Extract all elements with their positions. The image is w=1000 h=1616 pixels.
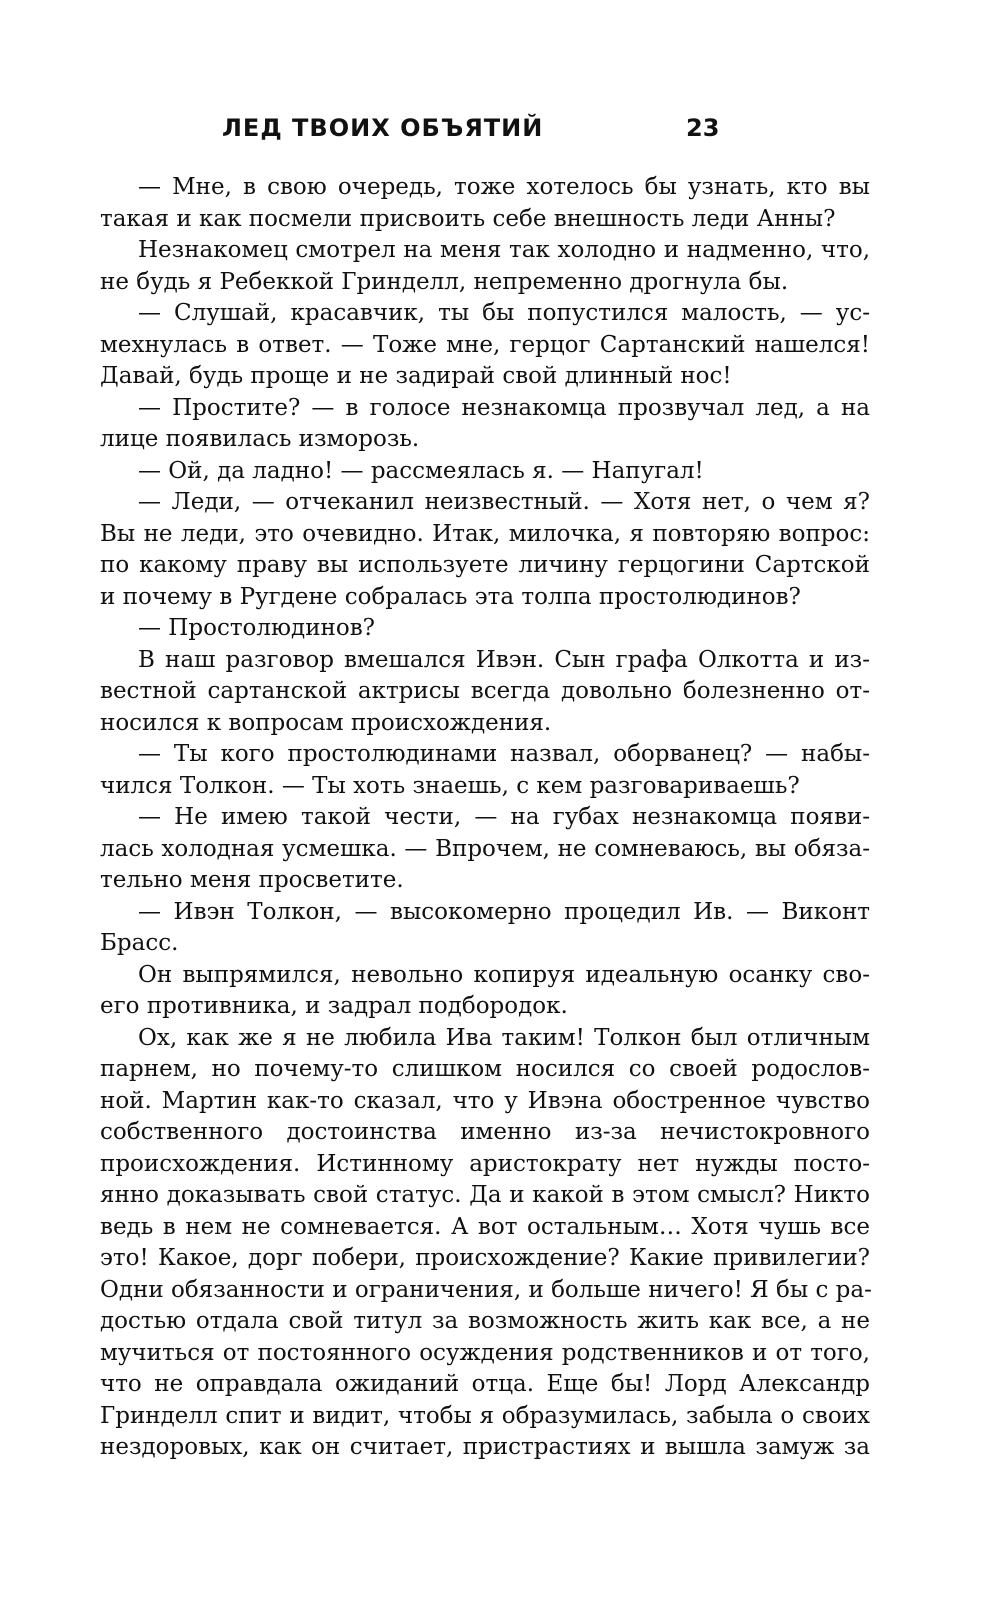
text-line: происхождения. Истинному аристократу нет нужды посто- [100, 1150, 870, 1177]
text-line: — Ты кого простолюдинами назвал, оборванец? — набы- [138, 741, 870, 767]
running-header [100, 108, 870, 148]
text-line: по какому праву вы используете личину герцогини Сартской [100, 552, 870, 578]
text-line: ведь в нем не сомневается. А вот остальным… Хотя чушь все [100, 1213, 870, 1240]
text-line: — Не имею такой чести, — на губах незнакомца появи- [138, 804, 870, 830]
text-line: Давай, будь проще и не задирай свой длинный нос! [100, 363, 732, 389]
book-title: ЛЕД ТВОИХ ОБЪЯТИЙ [222, 114, 544, 142]
text-line: В наш разговор вмешался Ивэн. Сын графа Олкотта и из- [138, 646, 870, 673]
text-line: — Ивэн Толкон, — высокомерно процедил Ив. — Виконт [138, 898, 870, 925]
text-line: лась холодная усмешка. — Впрочем, не сомневаюсь, вы обяза- [100, 835, 870, 862]
text-line: Он выпрямился, невольно копируя идеальную осанку сво- [138, 961, 870, 988]
text-line: — Леди, — отчеканил неизвестный. — Хотя нет, о чем я? [138, 489, 870, 515]
text-line: ной. Мартин как-то сказал, что у Ивэна обостренное чувство [100, 1087, 870, 1114]
text-line: собственного достоинства именно из-за нечистокровного [100, 1119, 870, 1145]
text-line: Одни обязанности и ограничения, и больше ничего! Я бы с ра- [100, 1276, 872, 1303]
text-line: Гринделл спит и видит, чтобы я образумилась, забыла о своих [100, 1402, 870, 1429]
text-line: Вы не леди, это очевидно. Итак, милочка, я повторяю вопрос: [100, 520, 870, 547]
text-line: носился к вопросам происхождения. [100, 709, 552, 736]
text-line: — Слушай, красавчик, ты бы попустился малость, — ус- [138, 300, 870, 326]
text-line: это! Какое, дорг побери, происхождение? Какие привилегии? [100, 1245, 870, 1271]
text-line: янно доказывать свой статус. Да и какой в этом смысл? Никто [100, 1182, 870, 1208]
text-line: и почему в Ругдене собралась эта толпа простолюдинов? [100, 583, 801, 610]
text-line: что не оправдала ожиданий отца. Еще бы! Лорд Александр [100, 1371, 870, 1397]
text-line: — Мне, в свою очередь, тоже хотелось бы узнать, кто вы [138, 174, 870, 200]
text-line: достью отдала свой титул за возможность жить как все, а не [100, 1308, 870, 1334]
text-line: Брасс. [100, 930, 179, 956]
text-line: — Ой, да ладно! — рассмеялась я. — Напугал! [138, 457, 704, 484]
text-line: нездоровых, как он считает, пристрастиях и вышла замуж за [100, 1434, 870, 1460]
text-line: Ох, как же я не любила Ива таким! Толкон был отличным [138, 1024, 870, 1051]
text-line: не будь я Ребеккой Гринделл, непременно дрогнула бы. [100, 268, 789, 295]
text-line: вестной сартанской актрисы всегда довольно болезненно от- [100, 678, 870, 704]
text-line: — Простолюдинов? [138, 615, 375, 641]
text-line: такая и как посмели присвоить себе внешность леди Анны? [100, 205, 836, 232]
text-line: мучиться от постоянного осуждения родственников и от того, [100, 1339, 870, 1366]
text-line: мехнулась в ответ. — Тоже мне, герцог Сартанский нашелся! [100, 331, 870, 358]
text-line: чился Толкон. — Ты хоть знаешь, с кем разговариваешь? [100, 772, 800, 799]
text-line: его противника, и задрал подбородок. [100, 993, 568, 1019]
text-line: лице появилась изморозь. [100, 426, 420, 452]
page-number: 23 [686, 114, 720, 142]
text-line: тельно меня просветите. [100, 867, 404, 893]
body-text [100, 172, 870, 1464]
text-line: парнем, но почему-то слишком носился со своей родослов- [100, 1056, 870, 1082]
text-line: — Простите? — в голосе незнакомца прозвучал лед, а на [138, 394, 870, 421]
text-line: Незнакомец смотрел на меня так холодно и надменно, что, [138, 237, 870, 263]
